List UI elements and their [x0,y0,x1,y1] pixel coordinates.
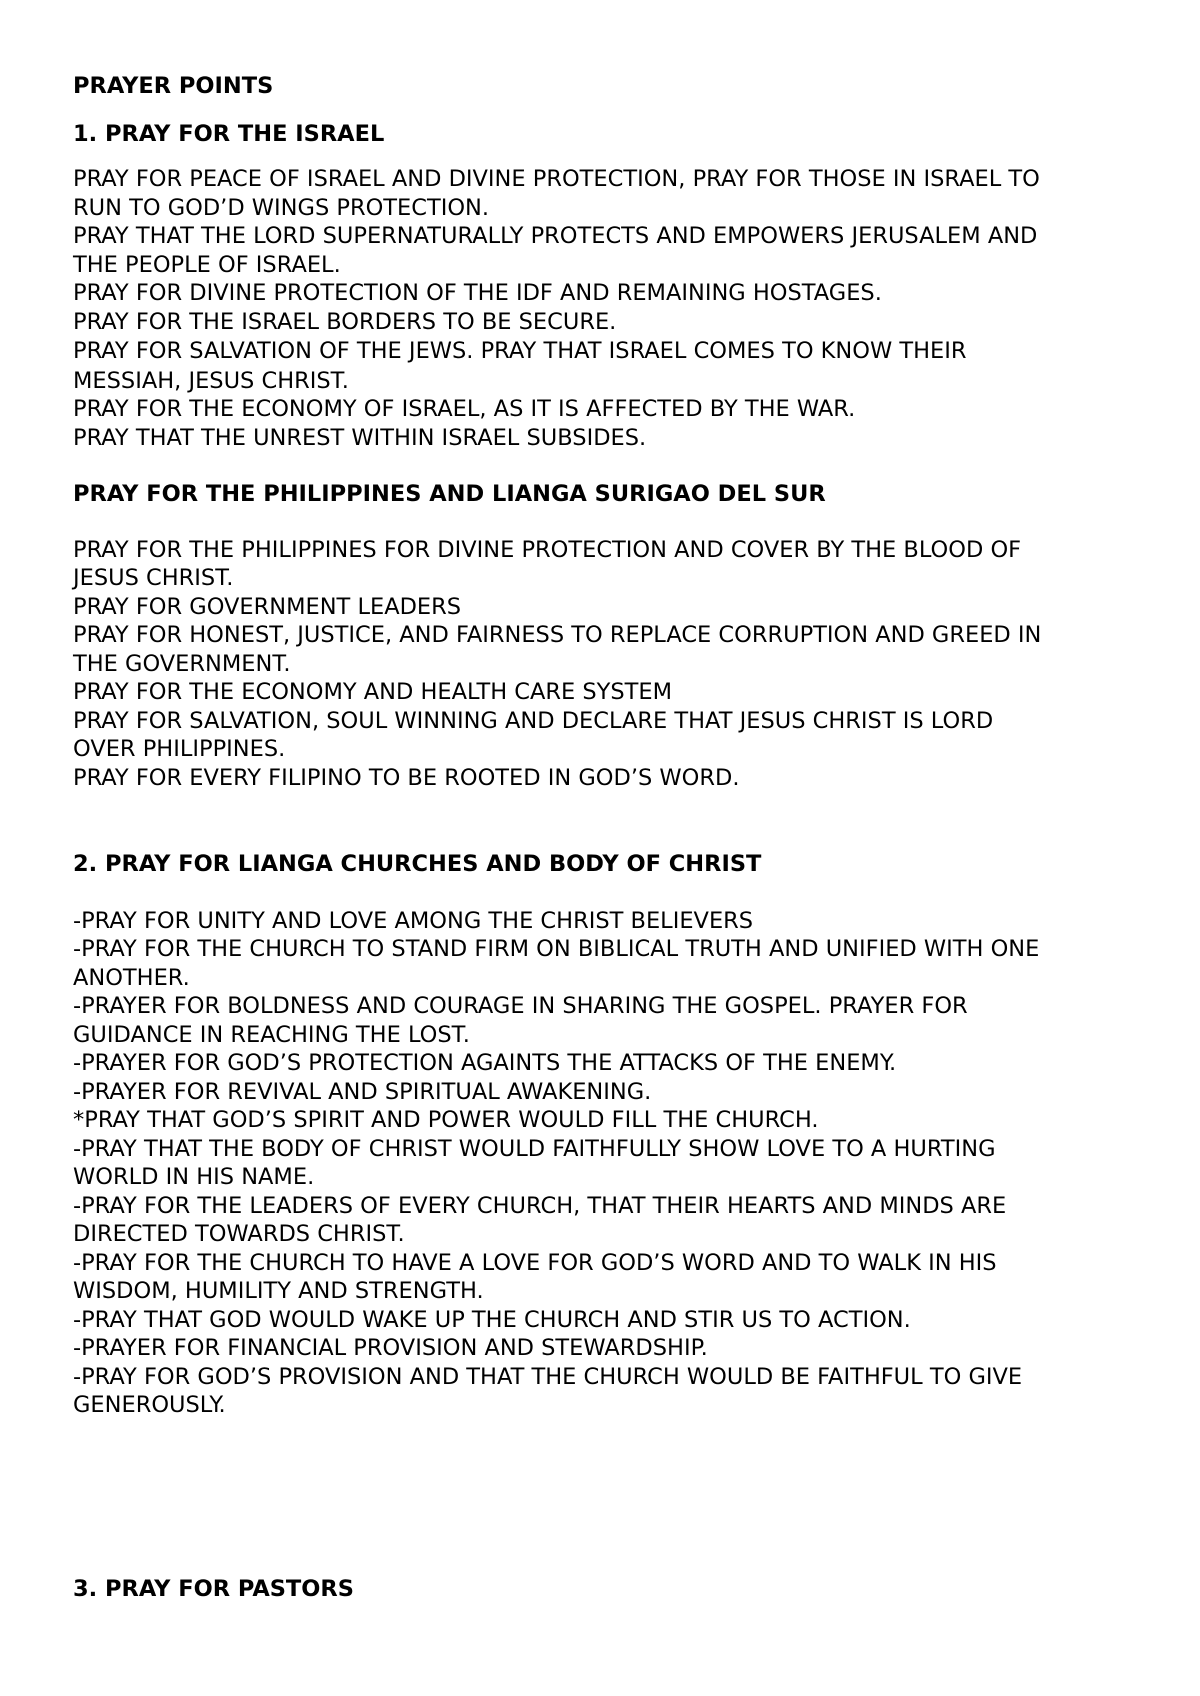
prayer-line: PRAY FOR EVERY FILIPINO TO BE ROOTED IN GOD’S WORD. [73,764,740,791]
prayer-line: PRAY THAT THE LORD SUPERNATURALLY PROTECTS AND EMPOWERS JERUSALEM AND [73,223,1038,249]
prayer-line: -PRAY FOR THE LEADERS OF EVERY CHURCH, THAT THEIR HEARTS AND MINDS ARE [73,1192,1007,1219]
section-heading-churches: 2. PRAY FOR LIANGA CHURCHES AND BODY OF CHRIST [73,851,762,877]
section-heading-israel: 1. PRAY FOR THE ISRAEL [73,120,385,147]
prayer-line: JESUS CHRIST. [73,565,234,591]
prayer-line: ANOTHER. [73,964,190,991]
prayer-line: -PRAY FOR UNITY AND LOVE AMONG THE CHRIST BELIEVERS [73,907,754,934]
prayer-line: -PRAYER FOR REVIVAL AND SPIRITUAL AWAKENING. [73,1078,652,1105]
prayer-line: PRAY THAT THE UNREST WITHIN ISRAEL SUBSIDES. [73,424,647,451]
prayer-line: -PRAY THAT GOD WOULD WAKE UP THE CHURCH AND STIR US TO ACTION. [73,1306,911,1333]
prayer-line: -PRAY FOR GOD’S PROVISION AND THAT THE CHURCH WOULD BE FAITHFUL TO GIVE [73,1363,1023,1390]
prayer-line: PRAY FOR THE ECONOMY AND HEALTH CARE SYSTEM [73,679,673,705]
prayer-line: -PRAYER FOR BOLDNESS AND COURAGE IN SHARING THE GOSPEL. PRAYER FOR [73,993,968,1019]
prayer-line: PRAY FOR DIVINE PROTECTION OF THE IDF AND REMAINING HOSTAGES. [73,280,882,306]
prayer-line: -PRAY FOR THE CHURCH TO HAVE A LOVE FOR GOD’S WORD AND TO WALK IN HIS [73,1249,997,1276]
prayer-line: -PRAY THAT THE BODY OF CHRIST WOULD FAITHFULLY SHOW LOVE TO A HURTING [73,1135,996,1162]
prayer-line: THE GOVERNMENT. [73,650,291,677]
prayer-line: -PRAYER FOR FINANCIAL PROVISION AND STEWARDSHIP. [73,1335,708,1361]
prayer-line: OVER PHILIPPINES. [73,736,286,762]
prayer-line: PRAY FOR PEACE OF ISRAEL AND DIVINE PROTECTION, PRAY FOR THOSE IN ISRAEL TO [73,166,1040,192]
prayer-line: WORLD IN HIS NAME. [73,1164,315,1190]
section-heading-pastors: 3. PRAY FOR PASTORS [73,1575,354,1602]
prayer-line: THE PEOPLE OF ISRAEL. [73,251,341,278]
prayer-line: PRAY FOR HONEST, JUSTICE, AND FAIRNESS TO REPLACE CORRUPTION AND GREED IN [73,622,1042,648]
section-body-churches [73,907,1133,1420]
prayer-line: PRAY FOR SALVATION OF THE JEWS. PRAY THAT ISRAEL COMES TO KNOW THEIR [73,338,967,364]
prayer-line: MESSIAH, JESUS CHRIST. [73,367,349,394]
prayer-line: PRAY FOR THE ECONOMY OF ISRAEL, AS IT IS AFFECTED BY THE WAR. [73,396,856,422]
prayer-line: GENEROUSLY. [73,1392,226,1418]
prayer-line: PRAY FOR THE PHILIPPINES FOR DIVINE PROTECTION AND COVER BY THE BLOOD OF [73,536,1022,563]
document-title: PRAYER POINTS [73,73,274,99]
section-body-israel [73,165,1133,452]
section-body-philippines [73,536,1133,793]
section-heading-philippines: PRAY FOR THE PHILIPPINES AND LIANGA SURIGAO DEL SUR [73,481,826,507]
prayer-line: PRAY FOR SALVATION, SOUL WINNING AND DECLARE THAT JESUS CHRIST IS LORD [73,707,994,734]
prayer-line: WISDOM, HUMILITY AND STRENGTH. [73,1278,484,1304]
prayer-line: -PRAY FOR THE CHURCH TO STAND FIRM ON BIBLICAL TRUTH AND UNIFIED WITH ONE [73,936,1040,962]
prayer-line: *PRAY THAT GOD’S SPIRIT AND POWER WOULD FILL THE CHURCH. [73,1107,819,1133]
prayer-line: PRAY FOR THE ISRAEL BORDERS TO BE SECURE. [73,308,617,335]
prayer-line: PRAY FOR GOVERNMENT LEADERS [73,593,462,620]
prayer-line: GUIDANCE IN REACHING THE LOST. [73,1021,470,1048]
prayer-line: -PRAYER FOR GOD’S PROTECTION AGAINTS THE ATTACKS OF THE ENEMY. [73,1050,897,1076]
prayer-line: RUN TO GOD’D WINGS PROTECTION. [73,194,490,221]
document-page [73,72,1133,1603]
prayer-line: DIRECTED TOWARDS CHRIST. [73,1221,405,1247]
